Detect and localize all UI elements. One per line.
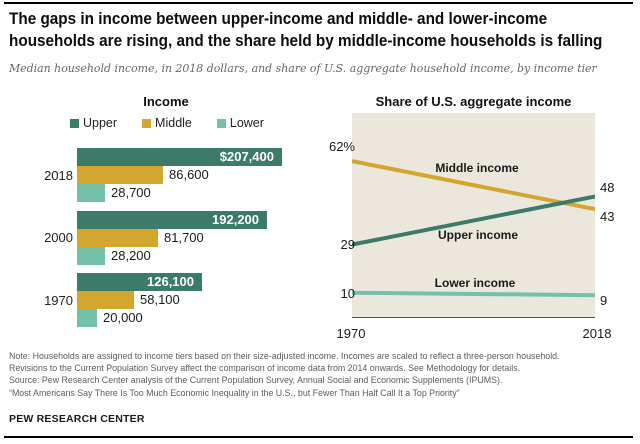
bar-value-label: $207,400 — [219, 149, 274, 164]
end-value-label: 43 — [600, 209, 615, 225]
bar-value-label: 126,100 — [147, 274, 194, 289]
figure-title-line2: households are rising, and the share held by middle-income households is falling — [9, 30, 603, 50]
year-label: 2000 — [44, 230, 73, 245]
figure-title-line1: The gaps in income between upper-income and middle- and lower-income — [9, 9, 548, 28]
footnotes — [9, 351, 601, 400]
bar-value-label: 192,200 — [212, 211, 259, 227]
note-line: Source: Pew Research Center analysis of the Current Population Survey, Annual Social and Economic Supplements (IPUMS). — [9, 375, 503, 387]
line-lower-income — [352, 293, 595, 296]
bar-value-label: 86,600 — [169, 167, 209, 182]
series-label-middle-income: Middle income — [435, 161, 519, 175]
bar-chart-title: Income — [143, 94, 189, 109]
bar-value-label: 28,200 — [111, 247, 151, 263]
legend-label: Upper — [83, 116, 118, 130]
series-label-lower-income: Lower income — [434, 276, 516, 290]
start-value-label: 29 — [340, 236, 355, 252]
bar-value-label: 81,700 — [164, 229, 204, 245]
legend-label: Middle — [155, 116, 192, 130]
bar-value-label: 58,100 — [140, 292, 180, 307]
note-line: Revisions to the Current Population Survey affect the comparison of income data from 2014 onwards. See Methodology for details. — [9, 363, 521, 375]
year-label: 1970 — [44, 292, 73, 308]
note-line: Note: Households are assigned to income tiers based on their size-adjusted income. Incomes are scaled to reflect a three-person household. — [9, 351, 560, 362]
x-axis-label-1970: 1970 — [336, 326, 366, 341]
series-label-upper-income: Upper income — [437, 228, 519, 242]
figure-subtitle: Median household income, in 2018 dollars, and share of U.S. aggregate household income, by income tier — [9, 61, 597, 75]
legend-label: Lower — [229, 116, 264, 130]
line-chart-title: Share of U.S. aggregate income — [375, 94, 572, 109]
end-value-label: 48 — [600, 179, 615, 195]
year-label: 2018 — [44, 167, 73, 183]
start-value-label: 62% — [328, 139, 355, 155]
bottom-rule — [4, 436, 633, 438]
x-axis-label-2018: 2018 — [582, 326, 612, 341]
end-value-label: 9 — [600, 293, 608, 309]
start-value-label: 10 — [340, 285, 355, 301]
bar-value-label: 20,000 — [103, 310, 143, 325]
bar-value-label: 28,700 — [111, 185, 151, 200]
note-line: “Most Americans Say There Is Too Much Economic Inequality in the U.S., but Fewer Than Half Call It a Top Priority” — [9, 387, 460, 399]
brand-label: PEW RESEARCH CENTER — [9, 413, 145, 425]
